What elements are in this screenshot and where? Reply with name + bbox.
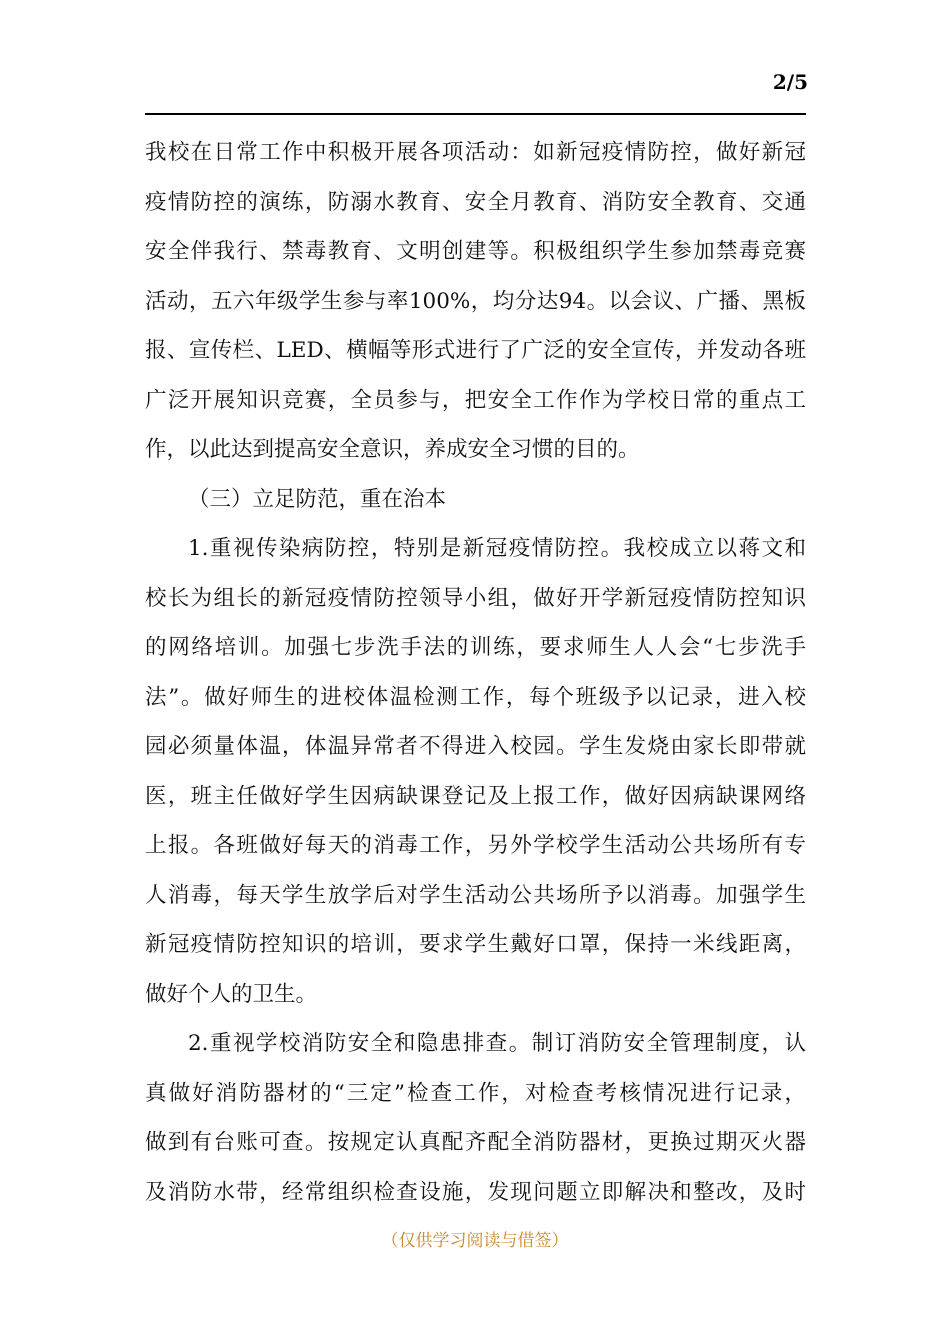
text-line: 1.重视传染病防控，特别是新冠疫情防控。我校成立以蒋文和 [188, 536, 806, 561]
text-line: 上报。各班做好每天的消毒工作，另外学校学生活动公共场所有专 [145, 833, 806, 858]
text-line: 人消毒，每天学生放学后对学生活动公共场所予以消毒。加强学生 [145, 882, 806, 908]
footer-note: （仅供学习阅读与借签） [381, 1231, 569, 1251]
text-line: 医，班主任做好学生因病缺课登记及上报工作，做好因病缺课网络 [145, 783, 806, 809]
text-line: 我校在日常工作中积极开展各项活动：如新冠疫情防控，做好新冠 [145, 140, 806, 165]
text-line: 2.重视学校消防安全和隐患排查。制订消防安全管理制度，认 [188, 1031, 806, 1056]
text-line: 的网络培训。加强七步洗手法的训练，要求师生人人会“七步洗手 [145, 635, 806, 660]
text-line: 活动，五六年级学生参与率100%，均分达94。以会议、广播、黑板 [145, 288, 806, 314]
text-line: 广泛开展知识竞赛，全员参与，把安全工作作为学校日常的重点工 [145, 387, 806, 413]
text-line: 新冠疫情防控知识的培训，要求学生戴好口罩，保持一米线距离， [145, 932, 806, 957]
text-line: 报、宣传栏、LED、横幅等形式进行了广泛的安全宣传，并发动各班 [145, 338, 806, 363]
text-line: 做到有台账可查。按规定认真配齐配全消防器材，更换过期灭火器 [145, 1130, 806, 1155]
header-rule [145, 113, 806, 115]
section-heading: （三）立足防范，重在治本 [188, 486, 447, 512]
body-text [145, 128, 806, 1217]
text-line: 园必须量体温，体温异常者不得进入校园。学生发烧由家长即带就 [145, 734, 806, 759]
text-line: 校长为组长的新冠疫情防控领导小组，做好开学新冠疫情防控知识 [145, 585, 806, 611]
text-line: 及消防水带，经常组织检查设施，发现问题立即解决和整改，及时 [145, 1179, 806, 1205]
text-line: 做好个人的卫生。 [145, 981, 318, 1007]
text-line: 疫情防控的演练，防溺水教育、安全月教育、消防安全教育、交通 [145, 189, 806, 215]
page-number: 2/5 [772, 70, 808, 94]
text-line: 安全伴我行、禁毒教育、文明创建等。积极组织学生参加禁毒竞赛 [145, 239, 806, 264]
text-line: 作，以此达到提高安全意识，养成安全习惯的目的。 [145, 437, 640, 462]
text-line: 法”。做好师生的进校体温检测工作，每个班级予以记录，进入校 [145, 684, 806, 710]
text-line: 真做好消防器材的“三定”检查工作，对检查考核情况进行记录， [145, 1080, 806, 1106]
